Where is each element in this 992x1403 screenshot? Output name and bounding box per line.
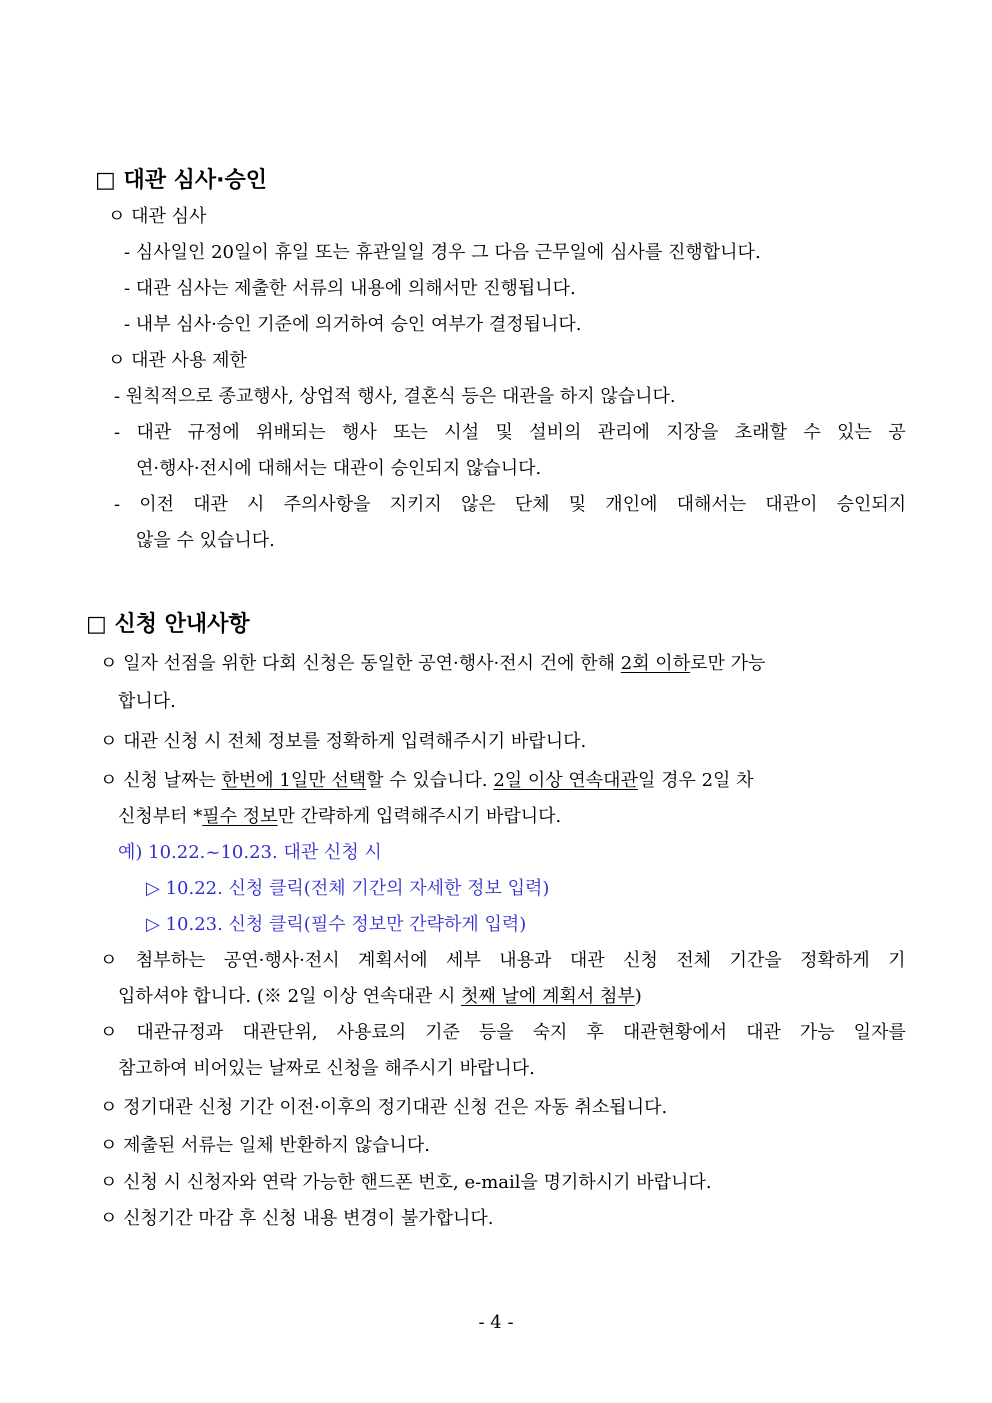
list-item: - 대관 심사는 제출한 서류의 내용에 의해서만 진행됩니다. — [124, 278, 576, 299]
underlined-text: 필수 정보 — [202, 806, 278, 827]
bullet-item — [100, 1022, 906, 1044]
underlined-text: 첫째 날에 계획서 첨부 — [461, 986, 635, 1007]
bullet-item: ㅇ 대관 신청 시 전체 정보를 정확하게 입력해주시기 바랍니다. — [100, 731, 587, 752]
section-title-application-notes: □ 신청 안내사항 — [86, 612, 250, 637]
text: ㅇ 대관규정과 대관단위, 사용료의 기준 등을 숙지 후 대관현황에서 대관 가능 일자를 — [100, 1022, 906, 1043]
text: 로만 가능 — [690, 653, 766, 674]
list-item — [114, 494, 906, 516]
list-item-continuation: 연·행사·전시에 대해서는 대관이 승인되지 않습니다. — [136, 458, 542, 479]
bullet-item: ㅇ 신청기간 마감 후 신청 내용 변경이 불가합니다. — [100, 1208, 494, 1229]
list-item — [114, 422, 906, 444]
bullet-item: ㅇ 제출된 서류는 일체 반환하지 않습니다. — [100, 1135, 430, 1156]
list-item: - 내부 심사·승인 기준에 의거하여 승인 여부가 결정됩니다. — [124, 314, 582, 335]
text: ㅇ 일자 선점을 위한 다회 신청은 동일한 공연·행사·전시 건에 한해 — [100, 653, 621, 674]
section-title-review-approval: □ 대관 심사·승인 — [95, 168, 267, 193]
underlined-text: 한번에 1일만 선택 — [221, 770, 367, 791]
bullet-continuation — [118, 806, 561, 828]
text: 만 간략하게 입력해주시기 바랍니다. — [277, 806, 562, 827]
bullet-item: ㅇ 정기대관 신청 기간 이전·이후의 정기대관 신청 건은 자동 취소됩니다. — [100, 1097, 668, 1118]
example-heading: 예) 10.22.~10.23. 대관 신청 시 — [118, 842, 382, 863]
example-step: ▷ 10.22. 신청 클릭(전체 기간의 자세한 정보 입력) — [146, 878, 550, 899]
list-item-continuation: 않을 수 있습니다. — [136, 530, 275, 551]
bullet-continuation: 참고하여 비어있는 날짜로 신청을 해주시기 바랍니다. — [118, 1058, 535, 1079]
bullet-item — [100, 770, 754, 792]
text: 입하셔야 합니다. (※ 2일 이상 연속대관 시 — [118, 986, 462, 1007]
bullet-item: ㅇ 신청 시 신청자와 연락 가능한 핸드폰 번호, e-mail을 명기하시기 바랍니다. — [100, 1172, 712, 1193]
underlined-text: 2회 이하 — [620, 653, 691, 674]
bullet-item — [100, 653, 765, 675]
text: 신청부터 * — [118, 806, 203, 827]
list-item-text: - 대관 규정에 위배되는 행사 또는 시설 및 설비의 관리에 지장을 초래할 수 있는 공 — [114, 422, 906, 443]
list-item: - 원칙적으로 종교행사, 상업적 행사, 결혼식 등은 대관을 하지 않습니다. — [114, 386, 676, 407]
subsection-label-review: ㅇ 대관 심사 — [108, 206, 207, 227]
example-step: ▷ 10.23. 신청 클릭(필수 정보만 간략하게 입력) — [146, 914, 527, 935]
list-item: - 심사일인 20일이 휴일 또는 휴관일일 경우 그 다음 근무일에 심사를 진행합니다. — [124, 242, 761, 263]
text: ㅇ 첨부하는 공연·행사·전시 계획서에 세부 내용과 대관 신청 전체 기간을 정확하게 기 — [100, 950, 906, 971]
text: ㅇ 신청 날짜는 — [100, 770, 222, 791]
text: ) — [634, 986, 642, 1007]
text: 할 수 있습니다. — [366, 770, 494, 791]
bullet-item — [100, 950, 906, 972]
list-item-text: - 이전 대관 시 주의사항을 지키지 않은 단체 및 개인에 대해서는 대관이 승인되지 — [114, 494, 907, 515]
subsection-label-restrictions: ㅇ 대관 사용 제한 — [108, 350, 247, 371]
bullet-continuation — [118, 986, 642, 1008]
page-number: - 4 - — [478, 1312, 514, 1333]
bullet-continuation: 합니다. — [118, 691, 176, 712]
underlined-text: 2일 이상 연속대관 — [493, 770, 638, 791]
text: 일 경우 2일 차 — [637, 770, 754, 791]
